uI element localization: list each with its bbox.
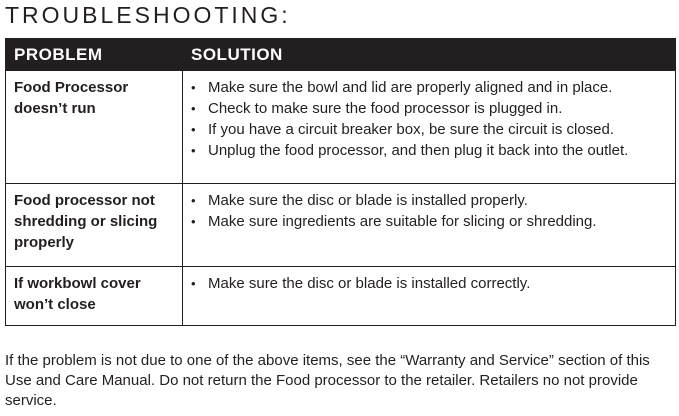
table-row <box>6 71 676 184</box>
solution-item <box>190 77 669 98</box>
solution-list <box>190 273 669 294</box>
solution-text: Make sure the disc or blade is installed correctly. <box>208 275 531 292</box>
solution-column-header: SOLUTION <box>183 39 676 71</box>
solution-cell <box>183 184 676 267</box>
bullet-icon: • <box>191 193 196 208</box>
problem-cell: Food processor not shredding or slicing properly <box>6 184 183 267</box>
solution-item <box>190 98 669 119</box>
solution-text: Make sure the disc or blade is installed properly. <box>208 192 528 209</box>
solution-cell <box>183 267 676 326</box>
bullet-icon: • <box>191 80 196 95</box>
table-row <box>6 184 676 267</box>
footer-note: If the problem is not due to one of the above items, see the “Warranty and Service” section of this Use and Care Manual. Do not return the Food processor to the retailer. Retailers no not provide service. <box>5 352 650 409</box>
solution-text: Check to make sure the food processor is plugged in. <box>208 100 563 117</box>
solution-text: If you have a circuit breaker box, be sure the circuit is closed. <box>208 121 615 138</box>
solution-text: Make sure the bowl and lid are properly aligned and in place. <box>208 79 613 96</box>
solution-item <box>190 119 669 140</box>
problem-column-header: PROBLEM <box>6 39 183 71</box>
page-title: TROUBLESHOOTING: <box>5 2 291 28</box>
solution-text: Unplug the food processor, and then plug it back into the outlet. <box>208 142 629 159</box>
bullet-icon: • <box>191 101 196 116</box>
solution-cell <box>183 71 676 184</box>
solution-item <box>190 273 669 294</box>
bullet-icon: • <box>191 276 196 291</box>
table-header-row <box>6 39 676 71</box>
bullet-icon: • <box>191 214 196 229</box>
table-row <box>6 267 676 326</box>
solution-text: Make sure ingredients are suitable for slicing or shredding. <box>208 213 597 230</box>
solution-list <box>190 77 669 161</box>
problem-cell: Food Processor doesn’t run <box>6 71 183 184</box>
solution-item <box>190 211 669 232</box>
solution-item <box>190 190 669 211</box>
bullet-icon: • <box>191 143 196 158</box>
troubleshooting-table <box>5 38 676 326</box>
solution-list <box>190 190 669 232</box>
problem-cell: If workbowl cover won’t close <box>6 267 183 326</box>
solution-item <box>190 140 669 161</box>
bullet-icon: • <box>191 122 196 137</box>
